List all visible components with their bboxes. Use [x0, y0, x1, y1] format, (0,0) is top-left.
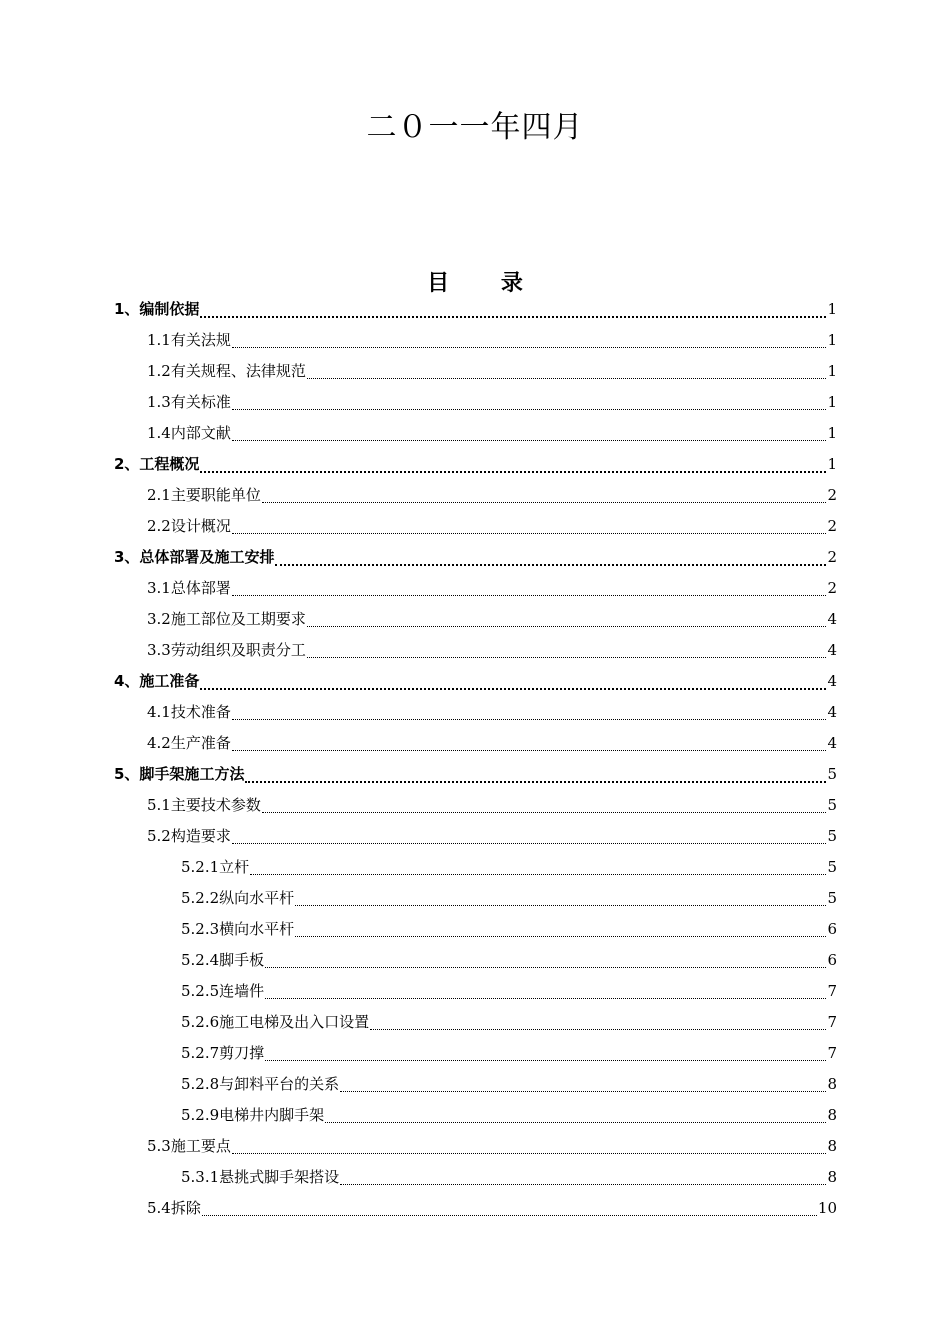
toc-dot-leader [232, 395, 827, 410]
toc-dot-leader [265, 953, 826, 968]
toc-entry-label: 2、工程概况 [114, 455, 200, 473]
toc-entry[interactable] [0, 1037, 950, 1068]
toc-entry-label: 5.2.4脚手板 [181, 951, 265, 969]
toc-entry-label: 5.4拆除 [147, 1199, 201, 1217]
toc-entry-label: 5.3.1悬挑式脚手架搭设 [181, 1168, 340, 1186]
toc-entry[interactable] [0, 696, 950, 727]
toc-entry-label: 1.1有关法规 [147, 331, 231, 349]
toc-dot-leader [232, 705, 827, 720]
toc-entry-page-number: 5 [827, 795, 837, 814]
toc-entry-page-number: 4 [827, 702, 837, 721]
toc-dot-leader [262, 798, 827, 813]
toc-entry-label: 5.2.9电梯井内脚手架 [181, 1106, 325, 1124]
toc-entry-page-number: 6 [827, 919, 837, 938]
toc-entry-page-number: 1 [827, 361, 837, 380]
toc-entry[interactable] [0, 634, 950, 665]
toc-dot-leader [307, 612, 827, 627]
toc-dot-leader [232, 426, 827, 441]
toc-dot-leader [295, 922, 826, 937]
toc-heading: 目 录 [427, 271, 545, 296]
toc-entry-page-number: 5 [827, 826, 837, 845]
toc-entry-page-number: 7 [827, 981, 837, 1000]
toc-dot-leader [275, 550, 826, 566]
toc-dot-leader [200, 457, 826, 473]
toc-entry-label: 4、施工准备 [114, 672, 200, 690]
toc-dot-leader [232, 1139, 827, 1154]
toc-entry-page-number: 2 [827, 516, 837, 535]
toc-entry[interactable] [0, 417, 950, 448]
toc-entry[interactable] [0, 603, 950, 634]
toc-entry-label: 5.1主要技术参数 [147, 796, 261, 814]
toc-entry[interactable] [0, 1099, 950, 1130]
toc-entry-label: 5.2.2纵向水平杆 [181, 889, 295, 907]
toc-entry-label: 5.2.5连墙件 [181, 982, 265, 1000]
toc-dot-leader [265, 1046, 826, 1061]
toc-entry[interactable] [0, 293, 950, 324]
toc-entry-label: 5.2.3横向水平杆 [181, 920, 295, 938]
toc-entry-page-number: 8 [827, 1167, 837, 1186]
toc-entry[interactable] [0, 541, 950, 572]
toc-entry-page-number: 6 [827, 950, 837, 969]
toc-dot-leader [232, 736, 827, 751]
toc-entry[interactable] [0, 1006, 950, 1037]
toc-entry-page-number: 1 [827, 299, 837, 318]
toc-entry-page-number: 4 [827, 640, 837, 659]
toc-entry-label: 3、总体部署及施工安排 [114, 548, 275, 566]
toc-entry-page-number: 2 [827, 578, 837, 597]
toc-entry-page-number: 8 [827, 1074, 837, 1093]
toc-entry[interactable] [0, 944, 950, 975]
toc-dot-leader [307, 643, 827, 658]
toc-dot-leader [325, 1108, 826, 1123]
toc-entry[interactable] [0, 882, 950, 913]
toc-entry-label: 5.2.1立杆 [181, 858, 250, 876]
toc-entry-page-number: 1 [827, 454, 837, 473]
toc-entry-page-number: 1 [827, 423, 837, 442]
toc-entry-label: 1、编制依据 [114, 300, 200, 318]
toc-entry-label: 3.2施工部位及工期要求 [147, 610, 306, 628]
toc-entry-label: 2.1主要职能单位 [147, 486, 261, 504]
toc-entry-page-number: 2 [827, 485, 837, 504]
toc-entry-page-number: 4 [827, 609, 837, 628]
toc-entry[interactable] [0, 665, 950, 696]
toc-entry[interactable] [0, 448, 950, 479]
table-of-contents [0, 293, 950, 1223]
toc-entry-label: 1.4内部文献 [147, 424, 231, 442]
toc-entry-label: 4.2生产准备 [147, 734, 231, 752]
toc-entry[interactable] [0, 1130, 950, 1161]
toc-entry-page-number: 5 [827, 888, 837, 907]
toc-entry[interactable] [0, 758, 950, 789]
toc-dot-leader [340, 1077, 826, 1092]
toc-dot-leader [262, 488, 827, 503]
toc-entry[interactable] [0, 1161, 950, 1192]
toc-entry-page-number: 5 [827, 764, 837, 783]
toc-dot-leader [340, 1170, 826, 1185]
toc-dot-leader [265, 984, 826, 999]
toc-entry[interactable] [0, 1192, 950, 1223]
toc-entry[interactable] [0, 510, 950, 541]
toc-entry[interactable] [0, 727, 950, 758]
toc-entry[interactable] [0, 324, 950, 355]
toc-dot-leader [232, 829, 827, 844]
toc-entry-label: 2.2设计概况 [147, 517, 231, 535]
toc-dot-leader [202, 1201, 817, 1216]
toc-entry[interactable] [0, 386, 950, 417]
toc-entry-label: 3.1总体部署 [147, 579, 231, 597]
toc-entry-page-number: 8 [827, 1136, 837, 1155]
toc-entry-label: 5.2构造要求 [147, 827, 231, 845]
toc-entry-label: 1.3有关标准 [147, 393, 231, 411]
toc-entry-page-number: 10 [817, 1198, 837, 1217]
toc-entry[interactable] [0, 789, 950, 820]
toc-dot-leader [307, 364, 827, 379]
toc-dot-leader [200, 674, 826, 690]
toc-entry-label: 5.2.6施工电梯及出入口设置 [181, 1013, 370, 1031]
toc-entry-page-number: 7 [827, 1043, 837, 1062]
toc-entry[interactable] [0, 913, 950, 944]
toc-entry-page-number: 7 [827, 1012, 837, 1031]
toc-dot-leader [250, 860, 826, 875]
toc-entry-label: 5.3施工要点 [147, 1137, 231, 1155]
toc-dot-leader [245, 767, 826, 783]
toc-entry[interactable] [0, 820, 950, 851]
toc-entry-page-number: 1 [827, 392, 837, 411]
toc-entry[interactable] [0, 1068, 950, 1099]
toc-dot-leader [232, 581, 827, 596]
toc-entry[interactable] [0, 975, 950, 1006]
toc-entry-label: 3.3劳动组织及职责分工 [147, 641, 306, 659]
toc-entry-page-number: 4 [827, 733, 837, 752]
toc-entry-label: 1.2有关规程、法律规范 [147, 362, 306, 380]
toc-entry-page-number: 8 [827, 1105, 837, 1124]
toc-entry-page-number: 2 [827, 547, 837, 566]
toc-entry-label: 5.2.8与卸料平台的关系 [181, 1075, 340, 1093]
toc-dot-leader [232, 333, 827, 348]
toc-entry-label: 4.1技术准备 [147, 703, 231, 721]
toc-entry-page-number: 5 [827, 857, 837, 876]
toc-entry[interactable] [0, 851, 950, 882]
toc-dot-leader [200, 302, 826, 318]
toc-entry-page-number: 1 [827, 330, 837, 349]
toc-entry[interactable] [0, 572, 950, 603]
toc-dot-leader [295, 891, 826, 906]
toc-dot-leader [232, 519, 827, 534]
toc-entry-page-number: 4 [827, 671, 837, 690]
toc-entry[interactable] [0, 479, 950, 510]
toc-entry-label: 5.2.7剪刀撑 [181, 1044, 265, 1062]
toc-entry-label: 5、脚手架施工方法 [114, 765, 245, 783]
document-date-title: 二０一一年四月 [366, 110, 584, 145]
toc-dot-leader [370, 1015, 826, 1030]
toc-entry[interactable] [0, 355, 950, 386]
